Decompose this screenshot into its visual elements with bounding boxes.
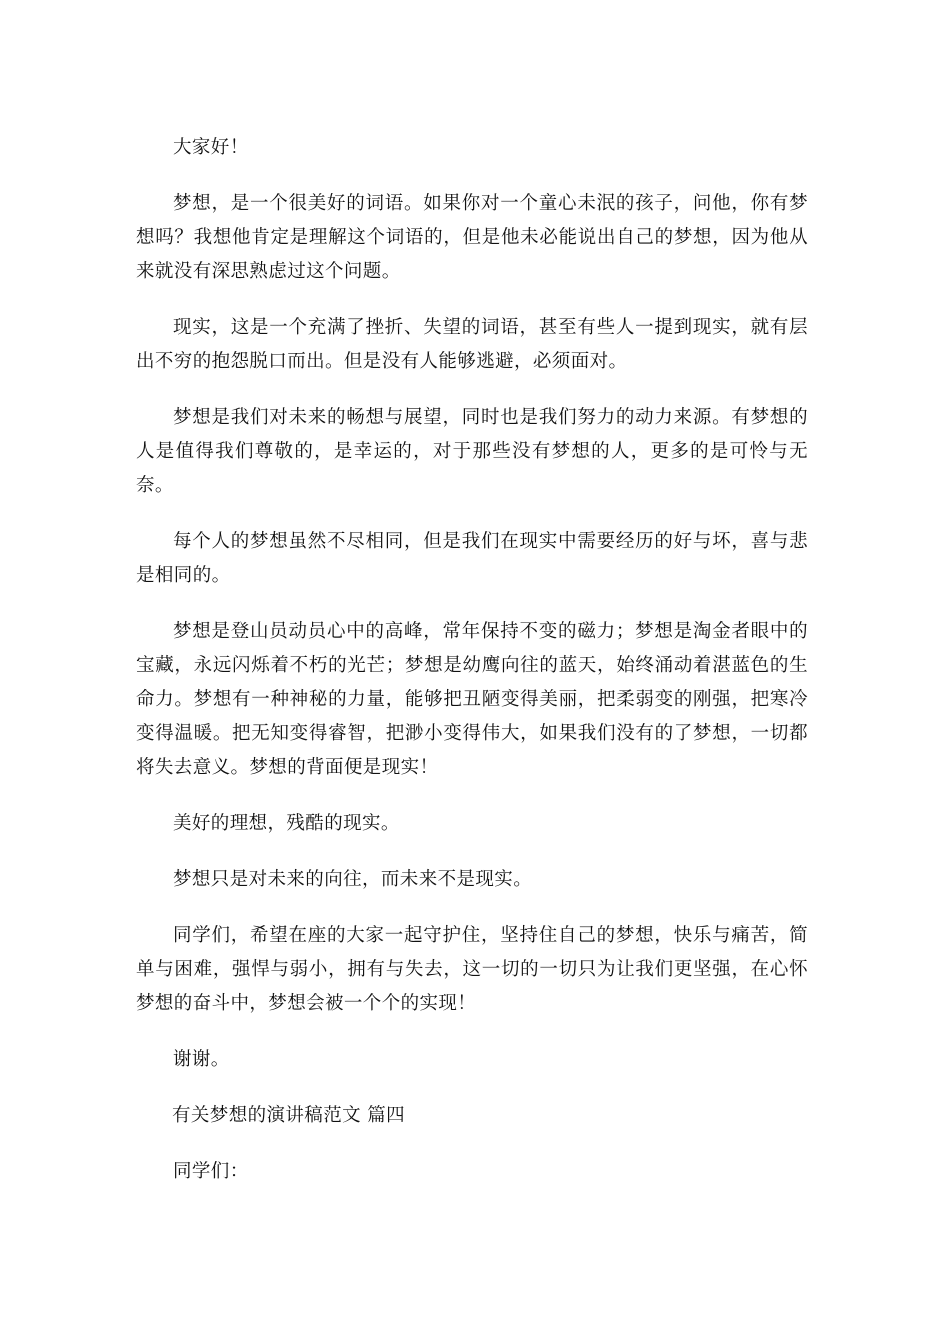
body-paragraph-reality: 现实，这是一个充满了挫折、失望的词语，甚至有些人一提到现实，就有层出不穷的抱怨脱口而出。但是没有人能够逃避，必须面对。	[136, 317, 808, 372]
body-paragraph-classmates: 同学们，希望在座的大家一起守护住，坚持住自己的梦想，快乐与痛苦，简单与困难，强悍与弱小，拥有与失去，这一切的一切只为让我们更坚强，在心怀梦想的奋斗中，梦想会被一个个的实现！	[136, 925, 808, 1014]
salutation-paragraph: 同学们：	[173, 1161, 249, 1182]
body-paragraph-dream-word: 梦想，是一个很美好的词语。如果你对一个童心未泯的孩子，问他，你有梦想吗？我想他肯定是理解这个词语的，但是他未必能说出自己的梦想，因为他从来就没有深思熟虑过这个问题。	[136, 193, 808, 282]
document-body	[136, 131, 808, 1211]
body-paragraph-ideal-reality: 美好的理想，残酷的现实。	[173, 813, 400, 834]
thanks-paragraph: 谢谢。	[173, 1049, 230, 1070]
body-paragraph-future-not-reality: 梦想只是对未来的向往，而未来不是现实。	[173, 869, 533, 890]
body-paragraph-metaphors: 梦想是登山员动员心中的高峰，常年保持不变的磁力；梦想是淘金者眼中的宝藏，永远闪烁着不朽的光芒；梦想是幼鹰向往的蓝天，始终涌动着湛蓝色的生命力。梦想有一种神秘的力量，能够把丑陋变得美丽，把柔弱变的刚强，把寒冷变得温暖。把无知变得睿智，把渺小变得伟大，如果我们没有的了梦想，一切都将失去意义。梦想的背面便是现实！	[136, 621, 808, 778]
body-paragraph-future: 梦想是我们对未来的畅想与展望，同时也是我们努力的动力来源。有梦想的人是值得我们尊敬的，是幸运的，对于那些没有梦想的人，更多的是可怜与无奈。	[136, 407, 808, 496]
greeting-paragraph: 大家好！	[173, 137, 249, 158]
section-heading: 有关梦想的演讲稿范文 篇四	[172, 1105, 406, 1126]
body-paragraph-different-dreams: 每个人的梦想虽然不尽相同，但是我们在现实中需要经历的好与坏，喜与悲是相同的。	[136, 531, 808, 586]
